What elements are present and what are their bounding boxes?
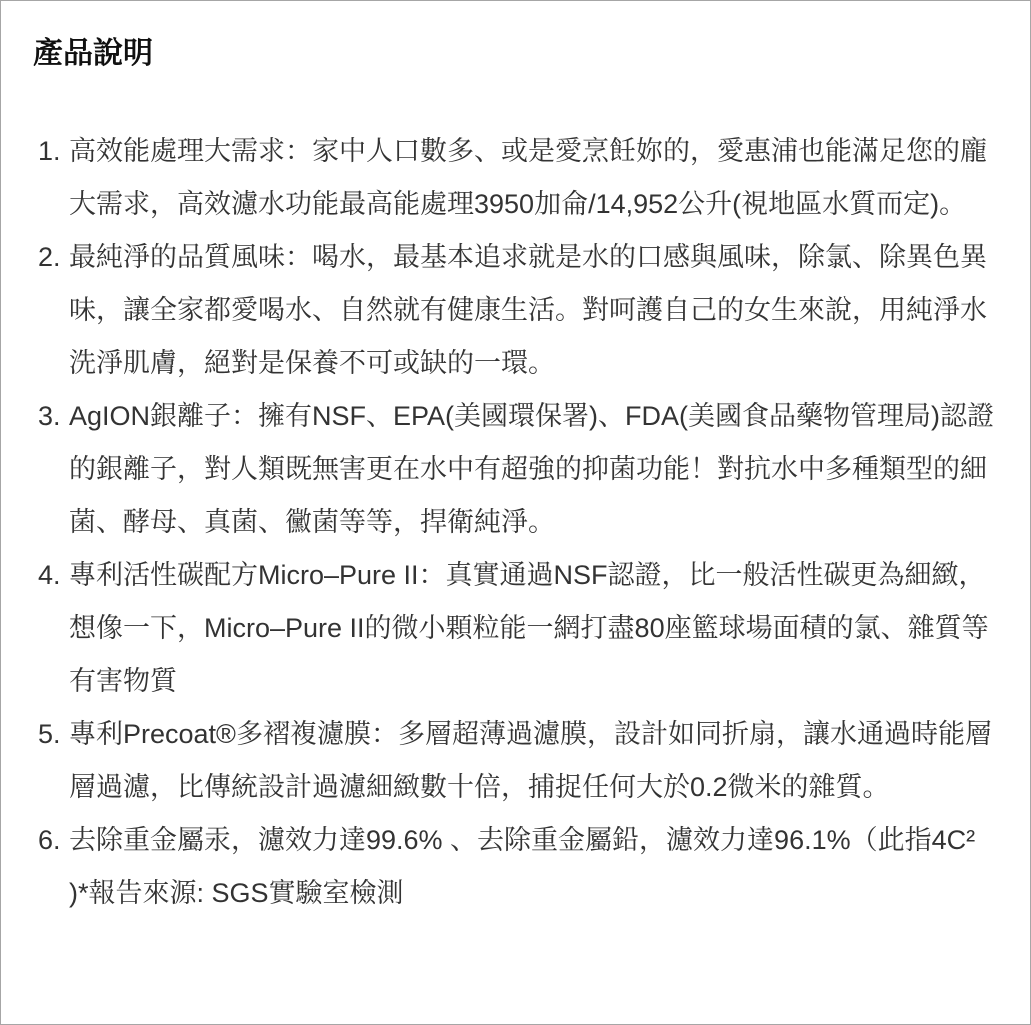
list-item	[38, 390, 1000, 549]
list-item-number: 6.	[38, 824, 61, 855]
list-item-text: 最純淨的品質風味：喝水，最基本追求就是水的口感與風味，除氯、除異色異味，讓全家都愛喝水、自然就有健康生活。對呵護自己的女生來說，用純淨水洗淨肌膚，絕對是保養不可或缺的一環。	[69, 241, 987, 378]
list-item-number: 5.	[38, 718, 61, 749]
list-item	[38, 549, 1000, 708]
list-item-text: AgION銀離子：擁有NSF、EPA(美國環保署)、FDA(美國食品藥物管理局)認證的銀離子，對人類既無害更在水中有超強的抑菌功能！對抗水中多種類型的細菌、酵母、真菌、黴菌等等，捍衛純淨。	[69, 400, 995, 537]
list-item	[38, 708, 1000, 814]
list-item-text: 去除重金屬汞，濾效力達99.6% 、去除重金屬鉛，濾效力達96.1%（此指4C² )*報告來源: SGS實驗室檢測	[69, 824, 976, 908]
list-item	[38, 125, 1000, 231]
list-item	[38, 231, 1000, 390]
list-item-number: 3.	[38, 400, 61, 431]
page-title: 產品說明	[33, 37, 153, 70]
list-item-number: 4.	[38, 559, 61, 590]
list-item-number: 2.	[38, 241, 61, 272]
list-item	[38, 814, 1000, 920]
list-item-number: 1.	[38, 135, 61, 166]
product-description-list	[33, 125, 1000, 920]
list-item-text: 專利Precoat®多褶複濾膜：多層超薄過濾膜，設計如同折扇，讓水通過時能層層過濾，比傳統設計過濾細緻數十倍，捕捉任何大於0.2微米的雜質。	[69, 718, 992, 802]
list-item-text: 高效能處理大需求：家中人口數多、或是愛烹飪妳的，愛惠浦也能滿足您的龐大需求，高效濾水功能最高能處理3950加侖/14,952公升(視地區水質而定)。	[69, 135, 987, 219]
list-item-text: 專利活性碳配方Micro–Pure II：真實通過NSF認證，比一般活性碳更為細緻，想像一下，Micro–Pure II的微小顆粒能一網打盡80座籃球場面積的氯、雜質等有害物質	[69, 559, 989, 696]
